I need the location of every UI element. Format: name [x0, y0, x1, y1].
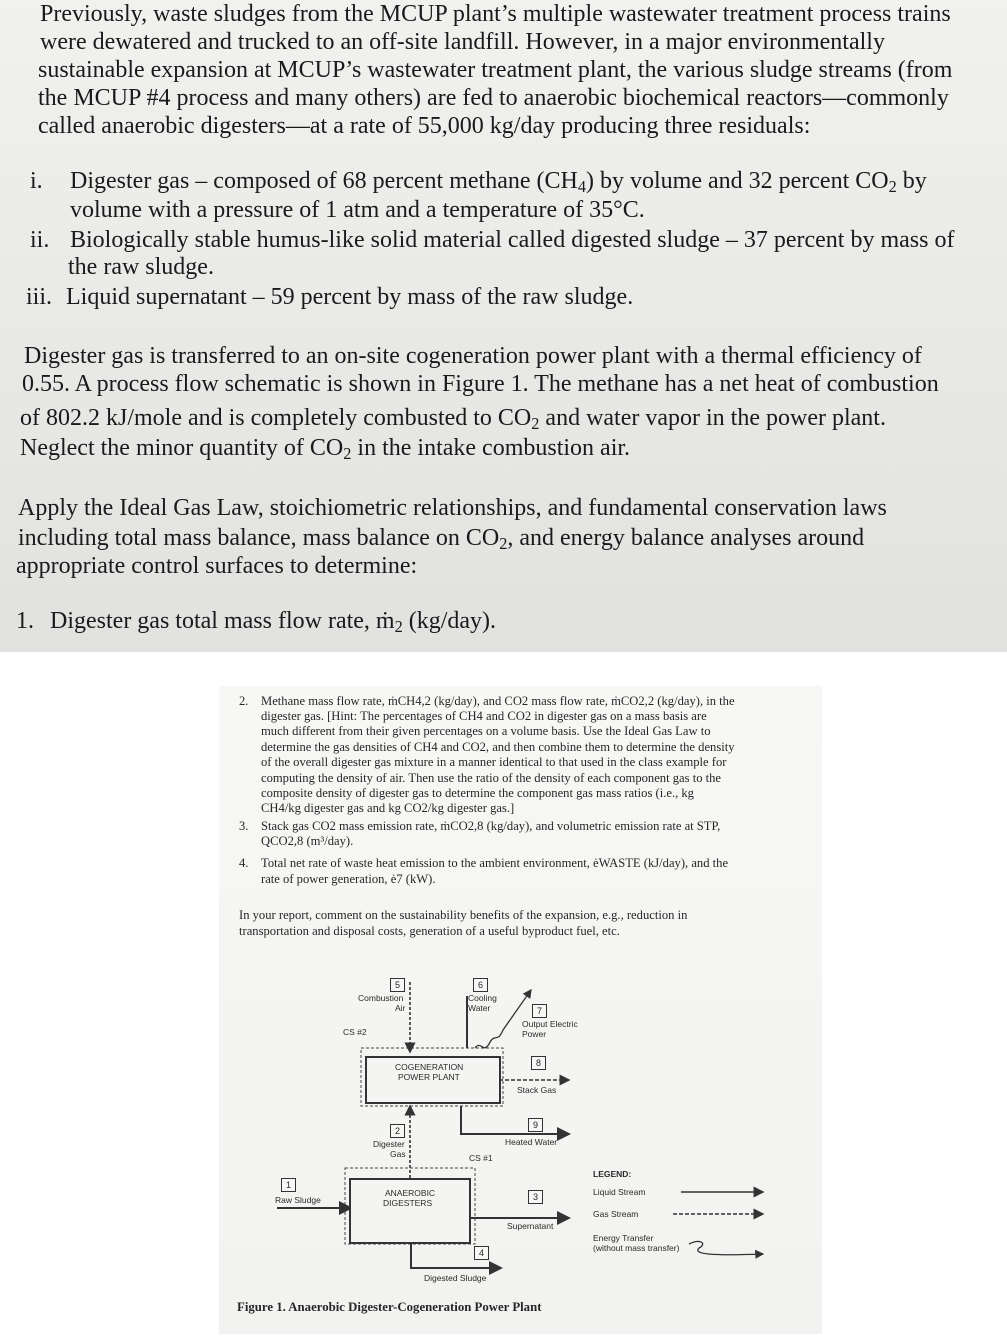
- residual-item-3: [26, 284, 633, 311]
- q4-line: Total net rate of waste heat emission to the ambient environment, ėWASTE (kJ/day), and the: [261, 856, 729, 870]
- text: including total mass balance, mass balance on CO: [18, 525, 500, 551]
- stream-5-label: Combustion: [358, 993, 404, 1003]
- subscript: 2: [343, 444, 352, 464]
- stream-6-label: Water: [468, 1003, 491, 1013]
- stream-1-number: 1: [281, 1178, 296, 1192]
- q2-line: much different from their given percentages on a volume basis. Use the Ideal Gas Law to: [261, 724, 711, 738]
- subscript: 2: [888, 177, 897, 197]
- subscript: 2: [499, 534, 508, 554]
- stream-7-label: Power: [522, 1029, 547, 1039]
- digesters-label: ANAEROBIC: [385, 1188, 436, 1198]
- q2-line: of the overall digester gas mixture in a manner identical to that used in the class example for: [261, 755, 727, 769]
- residual-number: iii.: [26, 284, 53, 310]
- para3-line-1: Apply the Ideal Gas Law, stoichiometric relationships, and fundamental conservation laws: [18, 495, 887, 521]
- para3-line-3: appropriate control surfaces to determine:: [16, 553, 418, 579]
- residual-item-1-cont: volume with a pressure of 1 atm and a temperature of 35°C.: [70, 197, 645, 223]
- stream-4-label: Digested Sludge: [424, 1273, 487, 1283]
- stream-6-number: 6: [473, 978, 488, 992]
- stream-5-label: Air: [395, 1003, 406, 1013]
- q2-line: digester gas. [Hint: The percentages of CH4 and CO2 in digester gas on a mass basis are: [261, 709, 707, 723]
- intro-line-4: the MCUP #4 process and many others) are fed to anaerobic biochemical reactors—commonly: [38, 85, 949, 111]
- text: Neglect the minor quantity of CO: [20, 435, 344, 461]
- residual-number: i.: [30, 168, 43, 194]
- para2-line-4: [20, 434, 630, 462]
- text: , and energy balance analyses around: [507, 525, 865, 551]
- report-line: transportation and disposal costs, generation of a useful byproduct fuel, etc.: [239, 924, 620, 938]
- stream-3-label: Supernatant: [507, 1221, 554, 1231]
- subscript: 2: [394, 617, 403, 637]
- digesters-label: DIGESTERS: [383, 1198, 433, 1208]
- cogeneration-label: COGENERATION: [395, 1062, 464, 1072]
- cs2-label: CS #2: [343, 1027, 367, 1037]
- intro-line-2: were dewatered and trucked to an off-site landfill. However, in a major environmentally: [40, 29, 885, 55]
- residual-text: by: [896, 168, 927, 194]
- stream-2-number: 2: [390, 1124, 405, 1138]
- q2-line: computing the density of air. Then use the ratio of the density of each component gas to the: [261, 771, 722, 785]
- legend-gas-label: Gas Stream: [593, 1209, 639, 1219]
- intro-line-3: sustainable expansion at MCUP’s wastewater treatment plant, the various sludge streams (from: [38, 57, 953, 83]
- legend-liquid-label: Liquid Stream: [593, 1187, 646, 1197]
- stream-5-number: 5: [390, 978, 405, 992]
- problem-statement-photo: [0, 0, 1007, 652]
- question-number: 2.: [239, 694, 249, 708]
- figure-caption: Figure 1. Anaerobic Digester-Cogeneration Power Plant: [237, 1300, 542, 1314]
- stream-9-line: [461, 1106, 569, 1134]
- stream-9-number: 9: [528, 1118, 543, 1132]
- q4-line: rate of power generation, ė7 (kW).: [261, 872, 436, 886]
- text: and water vapor in the power plant.: [539, 405, 886, 431]
- question-1: [16, 607, 496, 635]
- text: (kg/day).: [402, 608, 497, 634]
- para2-line-3: [20, 404, 886, 432]
- q3-line: Stack gas CO2 mass emission rate, ṁCO2,8 (kg/day), and volumetric emission rate at STP,: [261, 819, 721, 833]
- legend-energy-label: (without mass transfer): [593, 1243, 680, 1253]
- stream-8-number: 8: [531, 1056, 546, 1070]
- para2-line-1: Digester gas is transferred to an on-site cogeneration power plant with a thermal efficiency of: [24, 343, 922, 369]
- stream-9-label: Heated Water: [505, 1137, 558, 1147]
- residual-text: Digester gas – composed of 68 percent methane (CH: [70, 168, 578, 194]
- residual-number: ii.: [30, 227, 50, 253]
- stream-4-number: 4: [474, 1246, 489, 1260]
- stream-7-label: Output Electric: [522, 1019, 578, 1029]
- subscript: 2: [531, 414, 540, 434]
- residual-item-1: [30, 168, 927, 195]
- stream-6-label: Cooling: [468, 993, 497, 1003]
- stream-2-label: Digester: [373, 1139, 405, 1149]
- residual-item-2: [30, 227, 954, 254]
- subscript: 4: [577, 177, 586, 197]
- stream-1-label: Raw Sludge: [275, 1195, 321, 1205]
- residual-text: ) by volume and 32 percent CO: [586, 168, 889, 194]
- residual-text: Liquid supernatant – 59 percent by mass of the raw sludge.: [66, 284, 634, 310]
- report-line: In your report, comment on the sustainability benefits of the expansion, e.g., reduction in: [239, 908, 688, 922]
- intro-line-1: Previously, waste sludges from the MCUP plant’s multiple wastewater treatment process trains: [40, 1, 951, 27]
- process-flow-diagram: [269, 982, 769, 1282]
- scanned-questions-page: [219, 686, 822, 1334]
- stream-3-number: 3: [528, 1190, 543, 1204]
- text: of 802.2 kJ/mole and is completely combusted to CO: [20, 405, 532, 431]
- para2-line-2: 0.55. A process flow schematic is shown in Figure 1. The methane has a net heat of combustion: [22, 371, 939, 397]
- stream-7-number: 7: [532, 1004, 547, 1018]
- stream-2-label: Gas: [390, 1149, 406, 1159]
- q2-line: determine the gas densities of CH4 and CO2, and then combine them to determine the density: [261, 740, 735, 754]
- text: in the intake combustion air.: [351, 435, 631, 461]
- text: Digester gas total mass flow rate, ṁ: [50, 608, 395, 634]
- q3-line: QCO2,8 (m³/day).: [261, 834, 354, 848]
- question-number: 1.: [16, 608, 34, 634]
- stream-8-label: Stack Gas: [517, 1085, 557, 1095]
- intro-line-5: called anaerobic digesters—at a rate of 55,000 kg/day producing three residuals:: [38, 113, 811, 139]
- legend-title: LEGEND:: [593, 1169, 632, 1179]
- residual-text: Biologically stable humus-like solid material called digested sludge – 37 percent by mass of: [70, 227, 955, 253]
- q2-line: composite density of digester gas to determine the component gas mass ratios (i.e., kg: [261, 786, 694, 800]
- legend-energy-label: Energy Transfer: [593, 1233, 654, 1243]
- question-number: 4.: [239, 856, 249, 870]
- para3-line-2: [18, 524, 864, 552]
- q2-line: CH4/kg digester gas and kg CO2/kg digester gas.]: [261, 801, 515, 815]
- legend-energy-arrow: [689, 1241, 763, 1254]
- cs1-label: CS #1: [469, 1153, 493, 1163]
- q2-line: Methane mass flow rate, ṁCH4,2 (kg/day), and CO2 mass flow rate, ṁCO2,2 (kg/day), in the: [261, 694, 735, 708]
- cogeneration-label: POWER PLANT: [398, 1072, 460, 1082]
- question-number: 3.: [239, 819, 249, 833]
- residual-item-2-cont: the raw sludge.: [68, 254, 214, 280]
